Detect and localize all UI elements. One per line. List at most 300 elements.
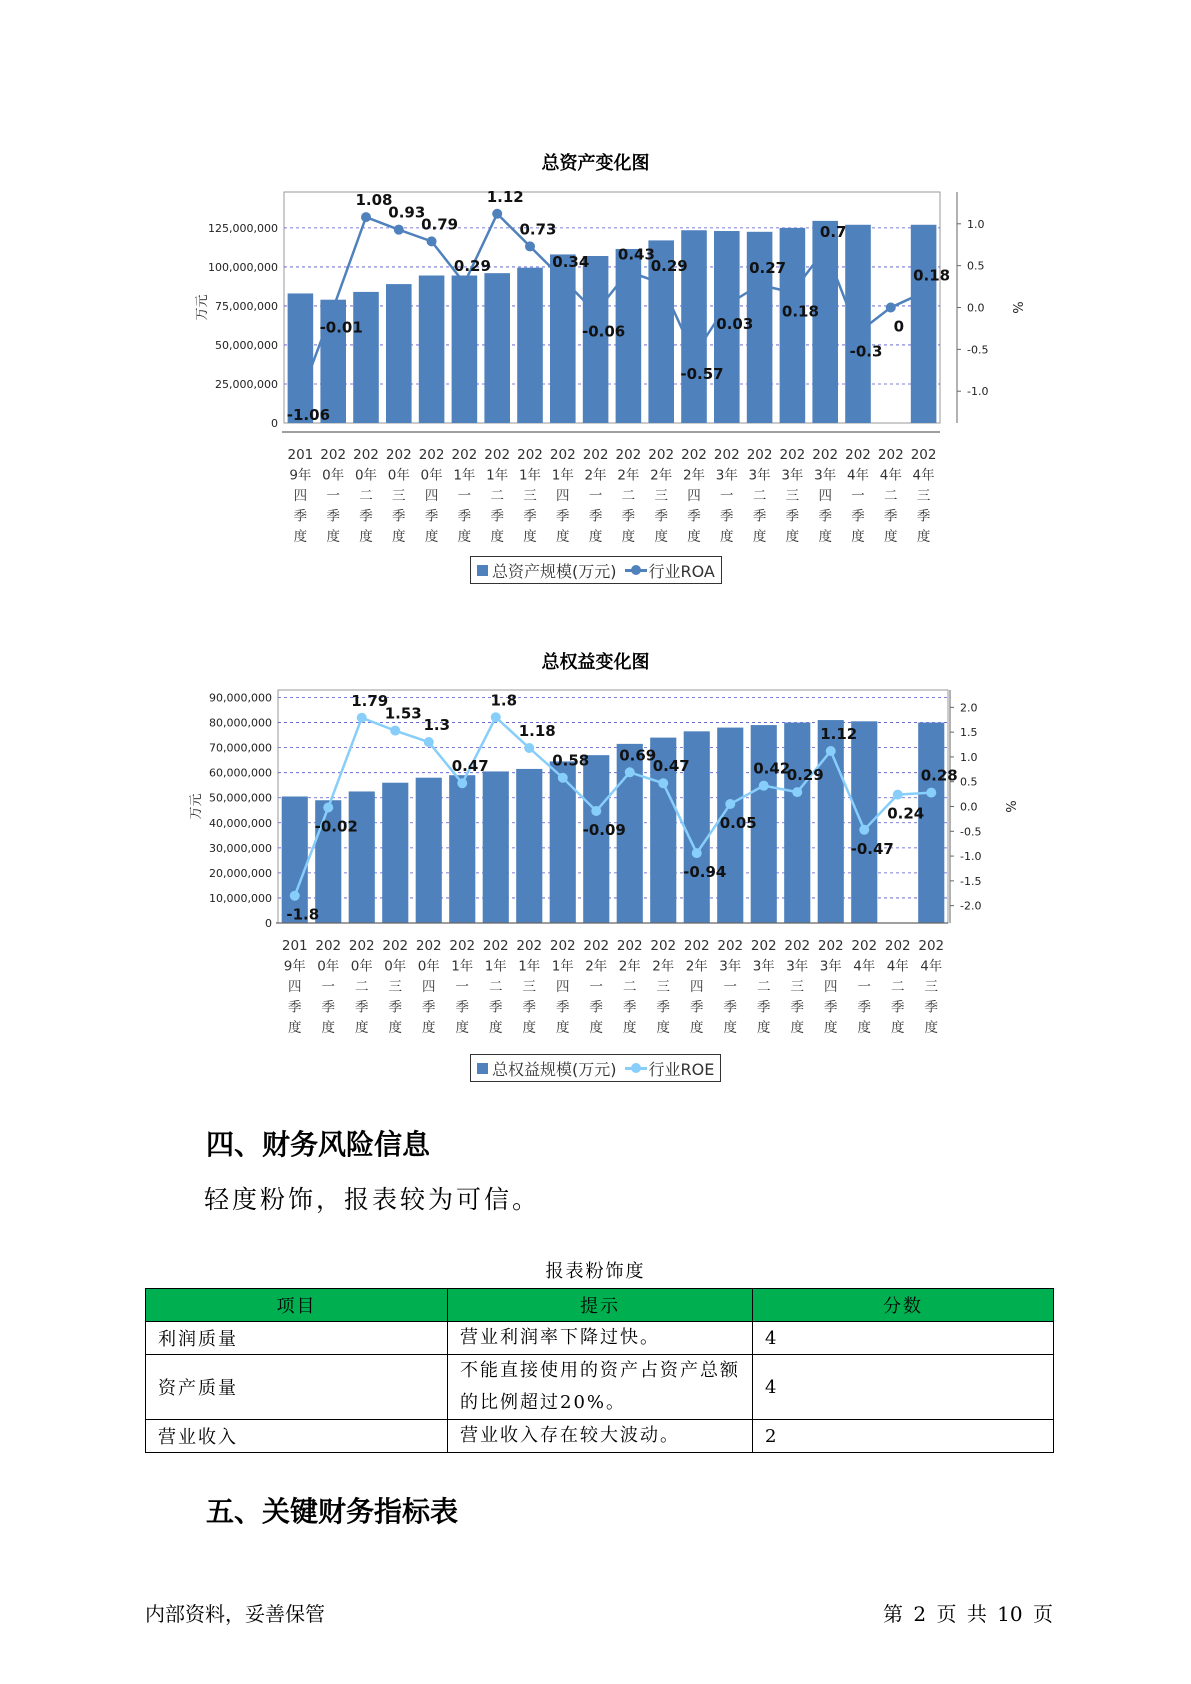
category-label: 季 [388,999,402,1016]
equity-chart-title: 总权益变化图 [541,652,650,673]
category-label: 季 [523,508,537,525]
category-label: 季 [824,999,838,1016]
data-label: -0.3 [849,342,883,361]
category-label: 三 [916,488,931,504]
line-point [722,300,732,310]
category-label: 度 [752,529,767,545]
category-label: 四 [422,979,436,995]
category-label: 202 [616,938,643,954]
risk-summary: 轻度粉饰，报表较为可信。 [204,1185,541,1214]
left-tick-label: 0 [265,917,272,930]
category-label: 四 [293,488,308,504]
category-label: 季 [522,999,536,1016]
data-label: 1.08 [355,191,393,210]
left-tick-label: 50,000,000 [215,338,278,352]
equity-chart [0,680,1191,1080]
category-label: 度 [424,529,439,545]
category-label: 季 [857,999,871,1016]
category-label: 季 [556,508,570,525]
bar [517,268,543,423]
bar [349,791,375,923]
category-label: 3年 [748,467,771,484]
category-label: 202 [648,447,675,463]
right-axis-label: % [1009,301,1024,314]
category-label: 季 [790,999,804,1016]
category-label: 度 [790,1020,804,1036]
row-hint: 营业收入存在较大波动。 [448,1420,753,1453]
category-label: 季 [687,508,701,525]
right-tick-label: -0.5 [967,343,989,357]
category-label: 季 [424,508,439,525]
category-label: 一 [326,488,340,504]
category-label: 季 [457,508,472,525]
left-tick-label: 25,000,000 [215,377,278,391]
legend-bar-swatch [477,565,488,576]
row-hint: 不能直接使用的资产占资产总额的比例超过20%。 [448,1355,753,1420]
category-label: 0年 [317,958,340,975]
data-label: 0.42 [753,759,791,778]
left-tick-label: 40,000,000 [209,816,272,830]
line-point [859,825,869,835]
row-item: 营业收入 [146,1420,448,1453]
category-label: 202 [320,447,347,463]
left-tick-label: 125,000,000 [208,221,278,235]
data-label: 1.8 [490,691,518,710]
data-label: -0.57 [680,365,724,384]
category-label: 度 [924,1020,938,1036]
category-label: 度 [326,529,340,545]
assets-chart-legend [470,556,722,584]
category-label: 度 [355,1020,369,1036]
category-label: 季 [489,999,503,1016]
right-tick-label: -2.0 [960,899,982,913]
line-point [591,308,601,318]
data-label: -0.01 [319,318,363,337]
category-label: 一 [455,979,469,995]
data-label: 1.18 [518,722,556,741]
category-label: 度 [490,529,504,545]
category-label: 度 [588,529,603,545]
category-label: 202 [517,447,543,463]
right-tick-label: -0.5 [960,825,982,839]
line-point [893,790,903,800]
left-tick-label: 10,000,000 [209,891,272,905]
category-label: 1年 [518,467,542,484]
category-label: 1年 [518,958,541,975]
category-label: 四 [818,488,832,504]
line-point [658,778,668,788]
category-label: 季 [588,508,603,525]
category-label: 二 [884,488,898,504]
category-label: 4年 [879,467,902,484]
data-label: 0.18 [781,302,819,321]
line-point [689,350,699,360]
bar [282,796,308,923]
line-point [290,891,300,901]
category-label: 一 [321,979,335,995]
category-label: 季 [720,508,734,525]
category-label: 二 [757,979,771,995]
category-label: 季 [321,999,335,1016]
line-point [323,802,333,812]
legend-line-swatch [625,1062,647,1074]
line-point [457,778,467,788]
bar [353,292,379,423]
line-point [558,274,568,284]
data-label: -0.02 [314,817,358,836]
category-label: 3年 [786,958,809,975]
category-label: 季 [752,508,767,525]
table-header-row [146,1289,1054,1322]
category-label: 二 [752,488,767,504]
category-label: 季 [690,999,704,1016]
category-label: 季 [891,999,905,1016]
category-label: 3年 [781,467,804,484]
category-label: 度 [857,1020,871,1036]
bar [484,273,510,423]
category-label: 202 [683,938,710,954]
data-label: 0.29 [786,766,824,785]
category-label: 季 [422,999,436,1016]
line-point [656,278,666,288]
category-label: 202 [385,447,412,463]
line-point [459,278,469,288]
data-label: 0.73 [519,220,557,239]
category-label: 度 [785,529,800,545]
category-label: 202 [845,447,871,463]
category-label: 季 [455,999,469,1016]
category-label: 202 [549,938,576,954]
section4-heading: 四、财务风险信息 [206,1128,431,1161]
category-label: 度 [757,1020,771,1036]
line-point [623,267,633,277]
category-label: 度 [556,1020,570,1036]
right-tick-label: 0.0 [967,301,985,315]
data-label: 1.3 [423,716,451,735]
line-point [357,713,367,723]
category-label: 度 [522,1020,536,1036]
category-label: 季 [623,999,637,1016]
category-label: 度 [489,1020,503,1036]
category-label: 2年 [652,958,675,975]
row-score: 4 [753,1322,1054,1355]
data-label: 0.7 [819,222,847,241]
line-point [759,781,769,791]
category-label: 度 [457,529,472,545]
category-label: 二 [623,979,637,995]
row-item: 利润质量 [146,1322,448,1355]
category-label: 0年 [354,467,378,484]
line-point [295,391,305,401]
category-label: 202 [779,447,806,463]
category-label: 三 [523,488,537,504]
category-label: 度 [589,1020,603,1036]
bar [452,276,478,423]
bar [911,225,937,423]
category-label: 三 [924,979,938,995]
category-label: 202 [382,938,409,954]
line-point [853,328,863,338]
data-label: 0.79 [421,215,459,234]
bar [288,293,314,423]
category-label: 2年 [617,467,640,484]
category-label: 度 [388,1020,402,1036]
category-label: 202 [484,447,511,463]
table-row [146,1322,1054,1355]
category-label: 0年 [350,958,373,975]
equity-chart-legend [470,1054,721,1082]
category-label: 二 [359,488,373,504]
category-label: 1年 [551,958,574,975]
category-label: 4年 [846,467,870,484]
legend-bar-label: 总权益规模(万元) [492,1059,617,1079]
line-point [792,787,802,797]
category-label: 一 [723,979,737,995]
category-label: 季 [654,508,668,525]
category-label: 度 [818,529,832,545]
data-label: 0 [893,317,905,336]
data-label: 0.29 [453,257,491,276]
line-point [492,209,502,219]
legend-line-swatch [625,564,647,576]
legend-bar-label: 总资产规模(万元) [492,561,617,581]
category-label: 三 [656,979,670,995]
category-label: 一 [589,979,603,995]
table-row [146,1355,1054,1420]
category-label: 3年 [819,958,842,975]
category-label: 度 [916,529,931,545]
category-label: 度 [523,529,537,545]
category-label: 202 [717,938,744,954]
left-axis-label: 万元 [189,793,204,820]
table-row [146,1420,1054,1453]
left-tick-label: 80,000,000 [209,716,272,730]
category-label: 三 [388,979,402,995]
category-label: 季 [916,508,931,525]
category-label: 202 [713,447,740,463]
category-label: 202 [812,447,839,463]
category-label: 季 [656,999,670,1016]
bar [918,723,944,923]
category-label: 2年 [584,467,607,484]
header-score: 分数 [753,1289,1054,1322]
bar [780,228,806,423]
data-label: -0.09 [582,820,626,839]
category-label: 四 [424,488,439,504]
category-label: 202 [418,447,445,463]
category-label: 2年 [585,958,608,975]
category-label: 202 [451,447,478,463]
category-label: 1年 [453,467,476,484]
category-label: 3年 [752,958,775,975]
line-point [424,737,434,747]
category-label: 1年 [484,958,507,975]
category-label: 三 [785,488,800,504]
category-label: 202 [315,938,342,954]
category-label: 4年 [886,958,909,975]
right-tick-label: 1.0 [960,750,978,764]
bar [784,723,810,923]
data-label: 0.18 [913,266,951,285]
category-label: 202 [549,447,576,463]
category-label: 度 [621,529,636,545]
category-label: 202 [615,447,642,463]
category-label: 一 [851,488,865,504]
data-label: 1.79 [351,691,389,710]
line-point [361,212,371,222]
data-label: 0.69 [619,746,657,765]
right-axis-label: % [1002,800,1017,813]
risk-table [145,1288,1054,1453]
bar [449,775,475,923]
legend-line-label: 行业ROA [648,561,715,581]
line-point [558,773,568,783]
assets-chart-title: 总资产变化图 [541,153,650,174]
category-label: 三 [392,488,406,504]
category-label: 202 [746,447,773,463]
data-label: 0.03 [716,314,754,333]
category-label: 4年 [853,958,876,975]
category-label: 202 [449,938,476,954]
data-label: -1.06 [286,406,331,425]
left-tick-label: 20,000,000 [209,866,272,880]
right-tick-label: 1.5 [960,726,978,740]
right-tick-label: 2.0 [960,701,978,715]
left-tick-label: 70,000,000 [209,741,272,755]
category-label: 二 [489,979,503,995]
bar [382,783,408,923]
row-score: 2 [753,1420,1054,1453]
data-label: 0.24 [887,804,925,823]
category-label: 度 [392,529,406,545]
category-label: 季 [884,508,898,525]
category-label: 3年 [719,958,742,975]
line-point [394,225,404,235]
left-tick-label: 0 [271,417,278,430]
category-label: 4年 [912,467,935,484]
right-tick-label: 0.5 [967,259,985,273]
category-label: 季 [851,508,865,525]
legend-line-label: 行业ROE [648,1059,715,1079]
right-tick-label: 1.0 [967,217,985,231]
category-label: 2年 [685,958,708,975]
category-label: 季 [355,999,369,1016]
category-label: 0年 [384,958,407,975]
category-label: 201 [281,938,308,954]
category-label: 四 [556,488,570,504]
footer-page-number: 第 2 页 共 10 页 [883,1602,1053,1626]
category-label: 季 [621,508,636,525]
category-label: 202 [353,447,379,463]
category-label: 202 [681,447,707,463]
category-label: 度 [891,1020,905,1036]
category-label: 度 [720,529,734,545]
left-tick-label: 75,000,000 [215,299,278,313]
line-point [755,280,765,290]
category-label: 一 [588,488,603,504]
data-label: -0.94 [683,863,727,882]
category-label: 度 [687,529,701,545]
category-label: 度 [723,1020,737,1036]
category-label: 度 [293,529,308,545]
category-label: 202 [516,938,543,954]
right-tick-label: -1.0 [960,850,982,864]
line-point [524,743,534,753]
category-label: 度 [654,529,668,545]
category-label: 202 [348,938,375,954]
category-label: 三 [522,979,536,995]
category-label: 季 [490,508,504,525]
category-label: 季 [556,999,570,1016]
category-label: 202 [817,938,844,954]
data-label: -0.47 [850,839,894,858]
category-label: 季 [326,508,340,525]
data-label: 0.58 [552,751,590,770]
category-label: 202 [650,938,677,954]
line-point [328,303,338,313]
category-label: 2年 [618,958,641,975]
category-label: 0年 [387,467,410,484]
bar [851,721,877,923]
category-label: 三 [654,488,668,504]
left-tick-label: 50,000,000 [209,791,272,805]
line-point [427,236,437,246]
category-label: 度 [288,1020,302,1036]
category-label: 四 [690,979,704,995]
category-label: 度 [851,529,865,545]
row-hint: 营业利润率下降过快。 [448,1322,753,1355]
category-label: 4年 [920,958,943,975]
category-label: 一 [857,979,871,995]
line-point [525,241,535,251]
assets-chart [0,180,1191,580]
category-label: 度 [321,1020,335,1036]
line-point [826,746,836,756]
category-label: 度 [623,1020,637,1036]
category-label: 二 [490,488,504,504]
category-label: 度 [422,1020,436,1036]
line-point [725,799,735,809]
category-label: 202 [884,938,911,954]
right-tick-label: 0.0 [960,800,978,814]
category-label: 1年 [551,467,574,484]
data-label: 0.43 [617,245,655,264]
category-label: 0年 [417,958,440,975]
data-label: 1.53 [384,704,422,723]
bar [516,769,542,923]
table-caption: 报表粉饰度 [545,1261,646,1282]
left-tick-label: 30,000,000 [209,841,272,855]
header-item: 项目 [146,1289,448,1322]
line-point [787,287,797,297]
category-label: 季 [924,999,938,1016]
data-label: 0.47 [451,757,489,776]
right-tick-label: -1.0 [967,385,989,399]
category-label: 度 [556,529,570,545]
category-label: 一 [720,488,734,504]
category-label: 202 [582,447,609,463]
category-label: 二 [621,488,636,504]
category-label: 季 [392,508,406,525]
category-label: 度 [690,1020,704,1036]
category-label: 2年 [650,467,673,484]
bar [483,771,509,923]
category-label: 二 [891,979,905,995]
category-label: 0年 [420,467,443,484]
category-label: 9年 [283,958,306,975]
data-label: 0.34 [552,253,590,272]
bar [419,276,445,423]
